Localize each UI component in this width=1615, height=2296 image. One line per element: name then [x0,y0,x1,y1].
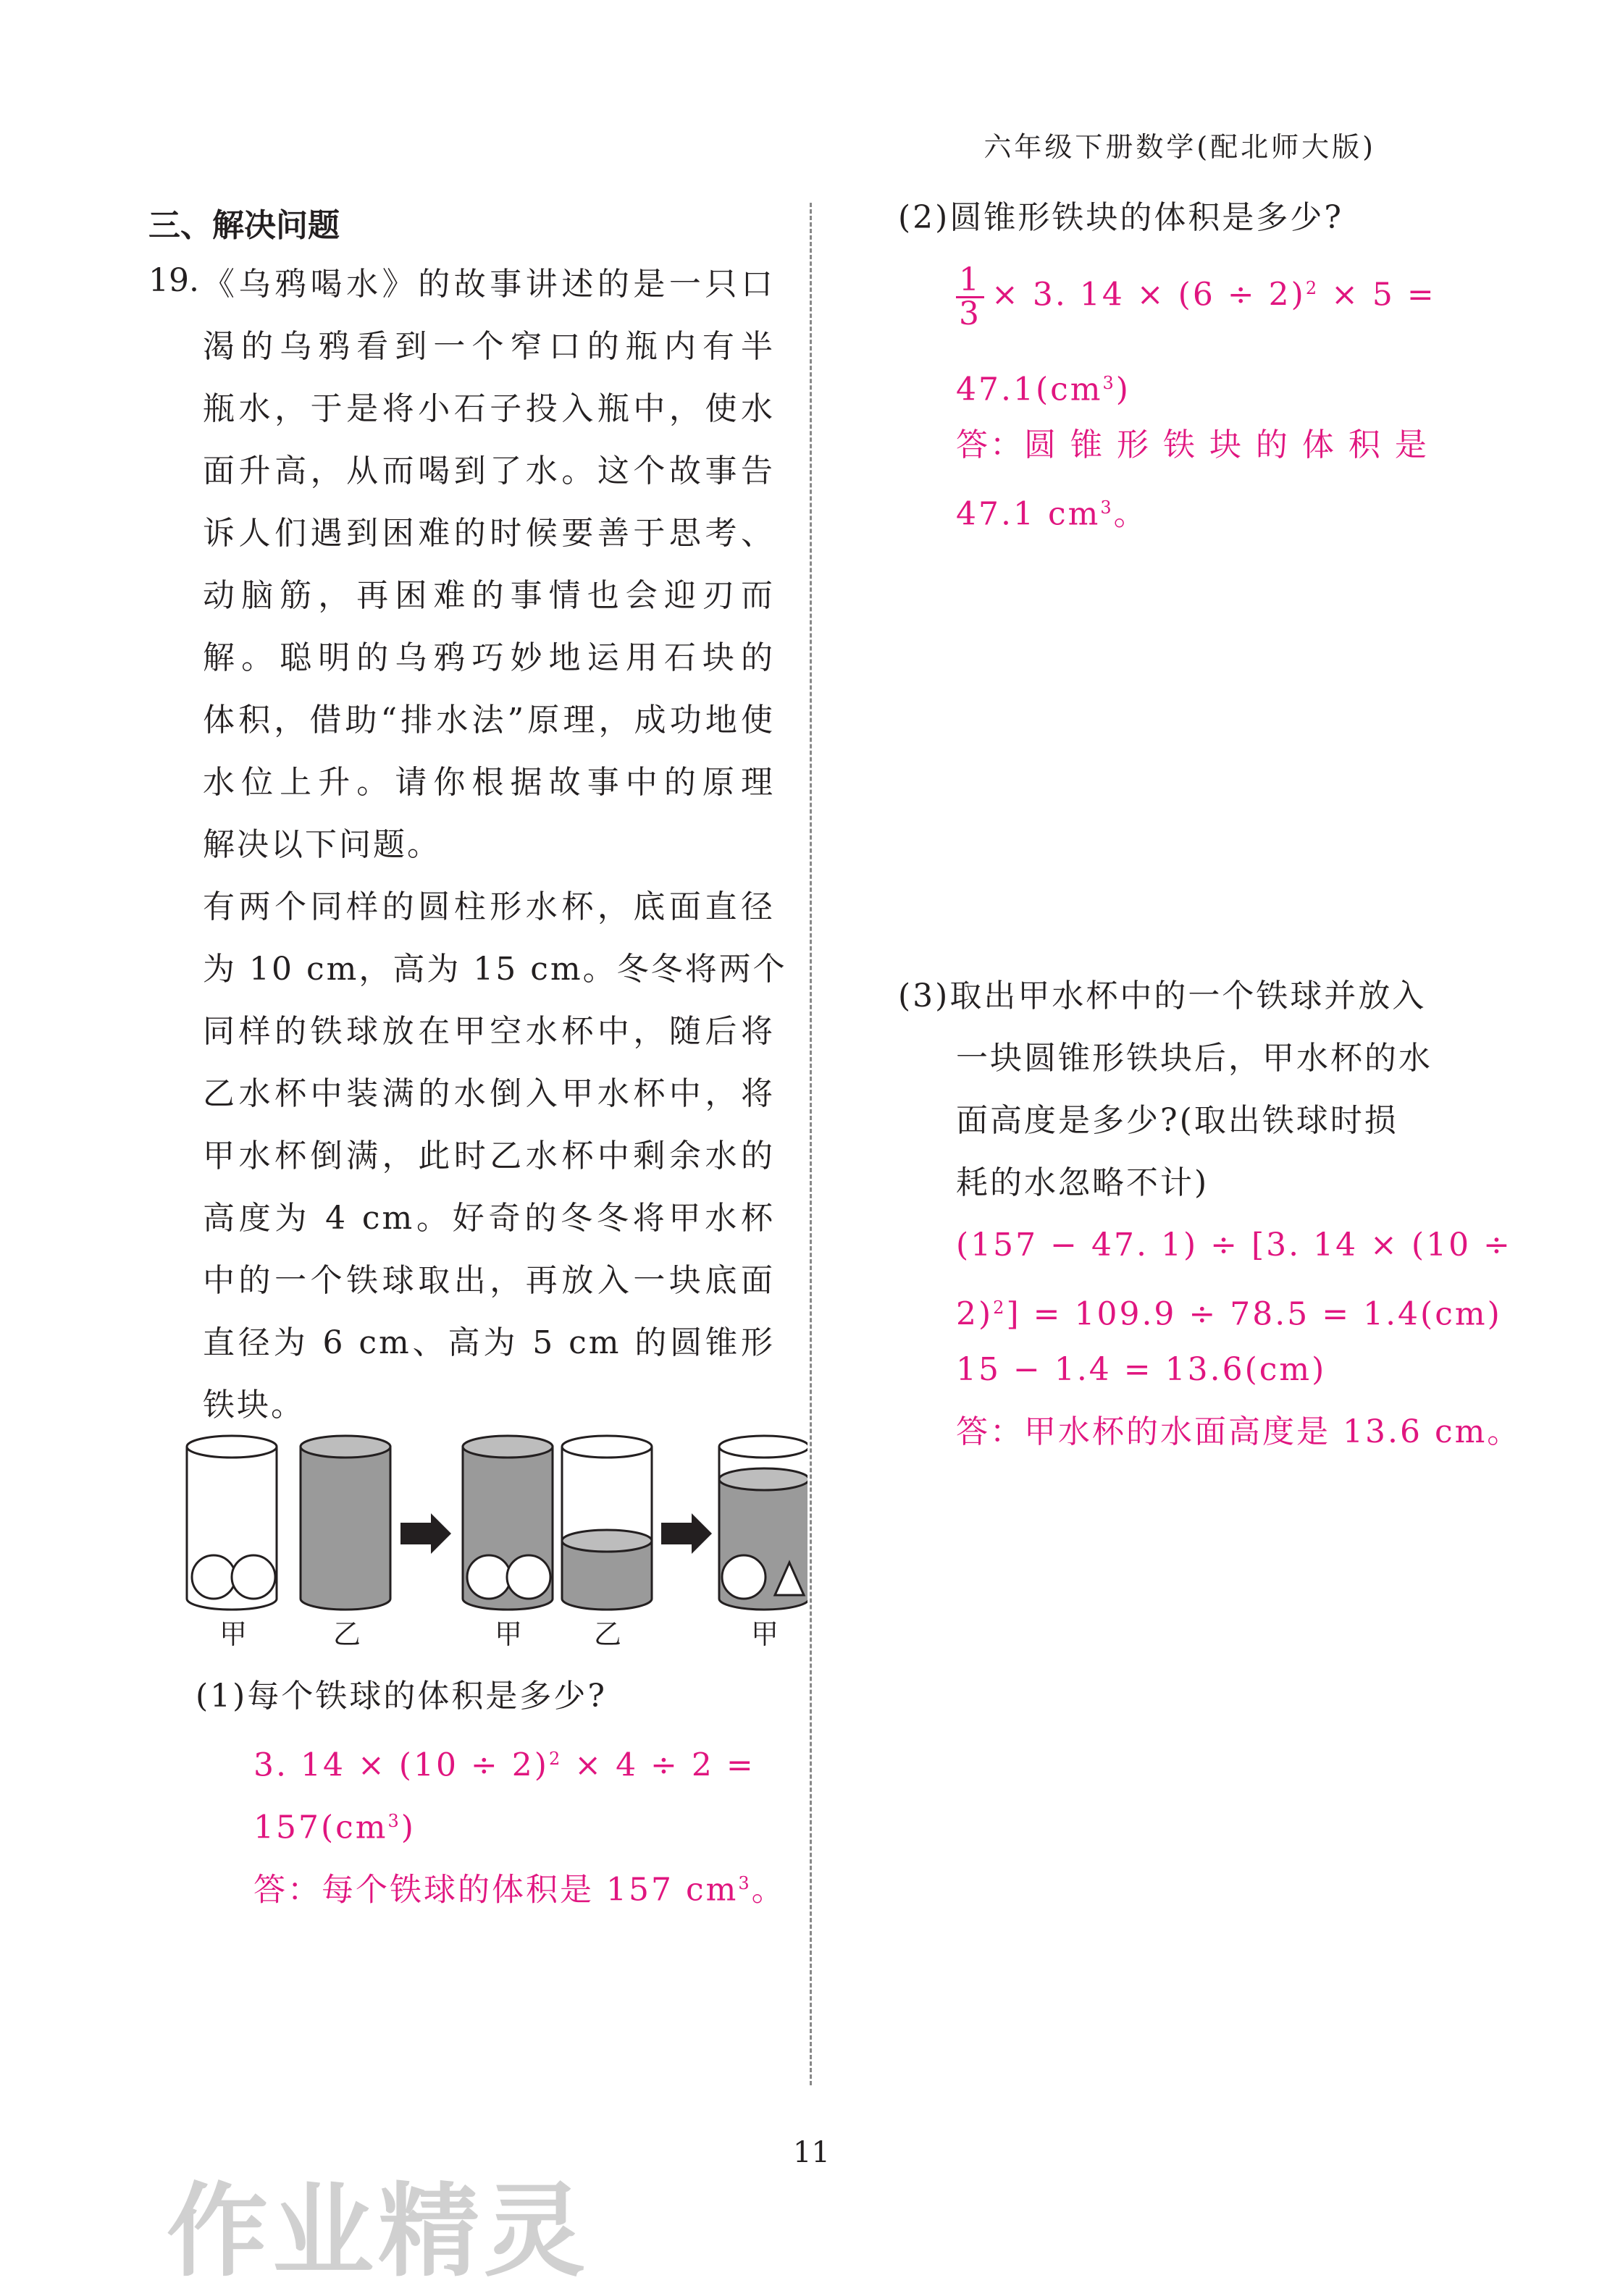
q2-calc2-text: 47.1(cm [956,371,1103,408]
problem-line: 乙水杯中装满的水倒入甲水杯中，将 [203,1075,775,1112]
cup-jia-full [463,1436,553,1610]
story-line: 动脑筋，再困难的事情也会迎刃而 [203,577,775,614]
arrow-icon [661,1513,712,1554]
page-header: 六年级下册数学(配北师大版) [983,131,1376,163]
q2-answer-line2 [956,476,1148,546]
q1-calc-text: 3. 14 × (10 ÷ 2) [253,1746,549,1784]
q2-calc2-end: ) [1115,371,1130,408]
story-line: 面升高，从而喝到了水。这个故事告 [203,453,775,489]
q1-calc-end: × 4 ÷ 2 = [562,1746,755,1784]
cup-yi-remaining [562,1436,652,1610]
label-jia: 甲 [751,1618,779,1650]
q3-answer: 答：甲水杯的水面高度是 13.6 cm。 [956,1413,1522,1450]
story-text [203,253,787,1437]
q2-answer-end: 。 [1113,495,1148,533]
q2-answer-text: 47.1 cm [956,495,1101,533]
q1-calc2-end: ) [400,1809,416,1846]
label-jia: 甲 [495,1618,523,1650]
q2-calc-text: × 3. 14 × (6 ÷ 2) [991,276,1306,314]
q3-calc2-text: 2) [956,1295,994,1333]
q1-calc-exp: 2 [548,1749,563,1769]
q3-question-line: 一块圆锥形铁块后，甲水杯的水 [956,1040,1432,1077]
problem-line: 高度为 4 cm。好奇的冬冬将甲水杯 [203,1200,775,1237]
section-title: 三、解决问题 [148,207,340,244]
label-yi: 乙 [333,1618,361,1650]
cup-jia-final [719,1436,808,1610]
q3-question-line: 耗的水忽略不计) [956,1164,1209,1201]
q1-calc2-text: 157(cm [253,1809,388,1846]
q2-calc-end: × 5 = [1319,276,1436,314]
q3-calc-line3: 15 − 1.4 = 13.6(cm) [956,1351,1327,1388]
problem-line: 直径为 6 cm、高为 5 cm 的圆锥形 [203,1324,775,1361]
q2-calc-line1 [956,257,1436,330]
q3-question [898,965,1432,1214]
q1-answer-text: 答：每个铁球的体积是 157 cm [253,1871,739,1909]
q2-calc-line2 [956,352,1130,421]
story-line: 瓶水，于是将小石子投入瓶中，使水 [203,390,775,427]
q2-answer-line1: 答：圆 锥 形 铁 块 的 体 积 是 [956,426,1429,463]
q2-frac-num: 1 [956,264,984,298]
q2-calc-exp: 2 [1305,278,1320,298]
story-line: 水位上升。请你根据故事中的原理 [203,764,775,801]
cup-jia-empty [187,1436,277,1610]
q3-calc-line1: (157 − 47. 1) ÷ [3. 14 × (10 ÷ [956,1227,1512,1263]
story-line: 解。聪明的乌鸦巧妙地运用石块的 [203,639,775,676]
problem-line: 甲水杯倒满，此时乙水杯中剩余水的 [203,1138,775,1174]
arrow-icon [400,1513,451,1554]
q1-answer [253,1852,786,1922]
q2-calc2-exp: 3 [1102,373,1116,393]
question-number: 19. [148,262,199,299]
cups-figure [185,1432,808,1667]
q2-answer-exp: 3 [1100,497,1114,518]
problem-line: 为 10 cm，高为 15 cm。冬冬将两个 [203,951,787,988]
label-jia: 甲 [219,1618,248,1650]
q1-calc2-exp: 3 [387,1811,401,1831]
column-divider [810,203,812,2085]
q3-question-line: (3)取出甲水杯中的一个铁球并放入 [898,977,1427,1014]
story-line: 诉人们遇到困难的时候要善于思考、 [203,515,775,552]
q3-calc-line2 [956,1277,1502,1346]
cup-yi-full [301,1436,390,1610]
q1-question: (1)每个铁球的体积是多少? [196,1678,607,1715]
story-line: 解决以下问题。 [203,826,441,863]
problem-line: 同样的铁球放在甲空水杯中，随后将 [203,1013,775,1050]
q3-calc2-end: ] = 109.9 ÷ 78.5 = 1.4(cm) [1006,1295,1502,1333]
problem-line: 有两个同样的圆柱形水杯，底面直径 [203,888,775,925]
q2-frac-den: 3 [959,295,981,332]
q1-calc-line2 [253,1790,416,1859]
q2-fraction [956,261,984,332]
watermark-logo: 作业精灵 [167,2173,590,2291]
q3-question-line: 面高度是多少?(取出铁球时损 [956,1102,1398,1139]
q2-question: (2)圆锥形铁块的体积是多少? [898,199,1343,236]
q1-calc-line1 [253,1728,755,1797]
story-line: 体积，借助“排水法”原理，成功地使 [203,702,775,739]
page-number: 11 [793,2136,830,2169]
label-yi: 乙 [594,1618,622,1650]
problem-line: 铁块。 [203,1387,305,1424]
story-line: 《乌鸦喝水》的故事讲述的是一只口 [203,266,775,303]
story-line: 渴的乌鸦看到一个窄口的瓶内有半 [203,328,775,365]
problem-line: 中的一个铁球取出，再放入一块底面 [203,1262,775,1299]
q1-answer-end: 。 [751,1871,786,1909]
q3-calc2-exp: 2 [993,1298,1007,1318]
q1-answer-exp: 3 [738,1873,752,1893]
